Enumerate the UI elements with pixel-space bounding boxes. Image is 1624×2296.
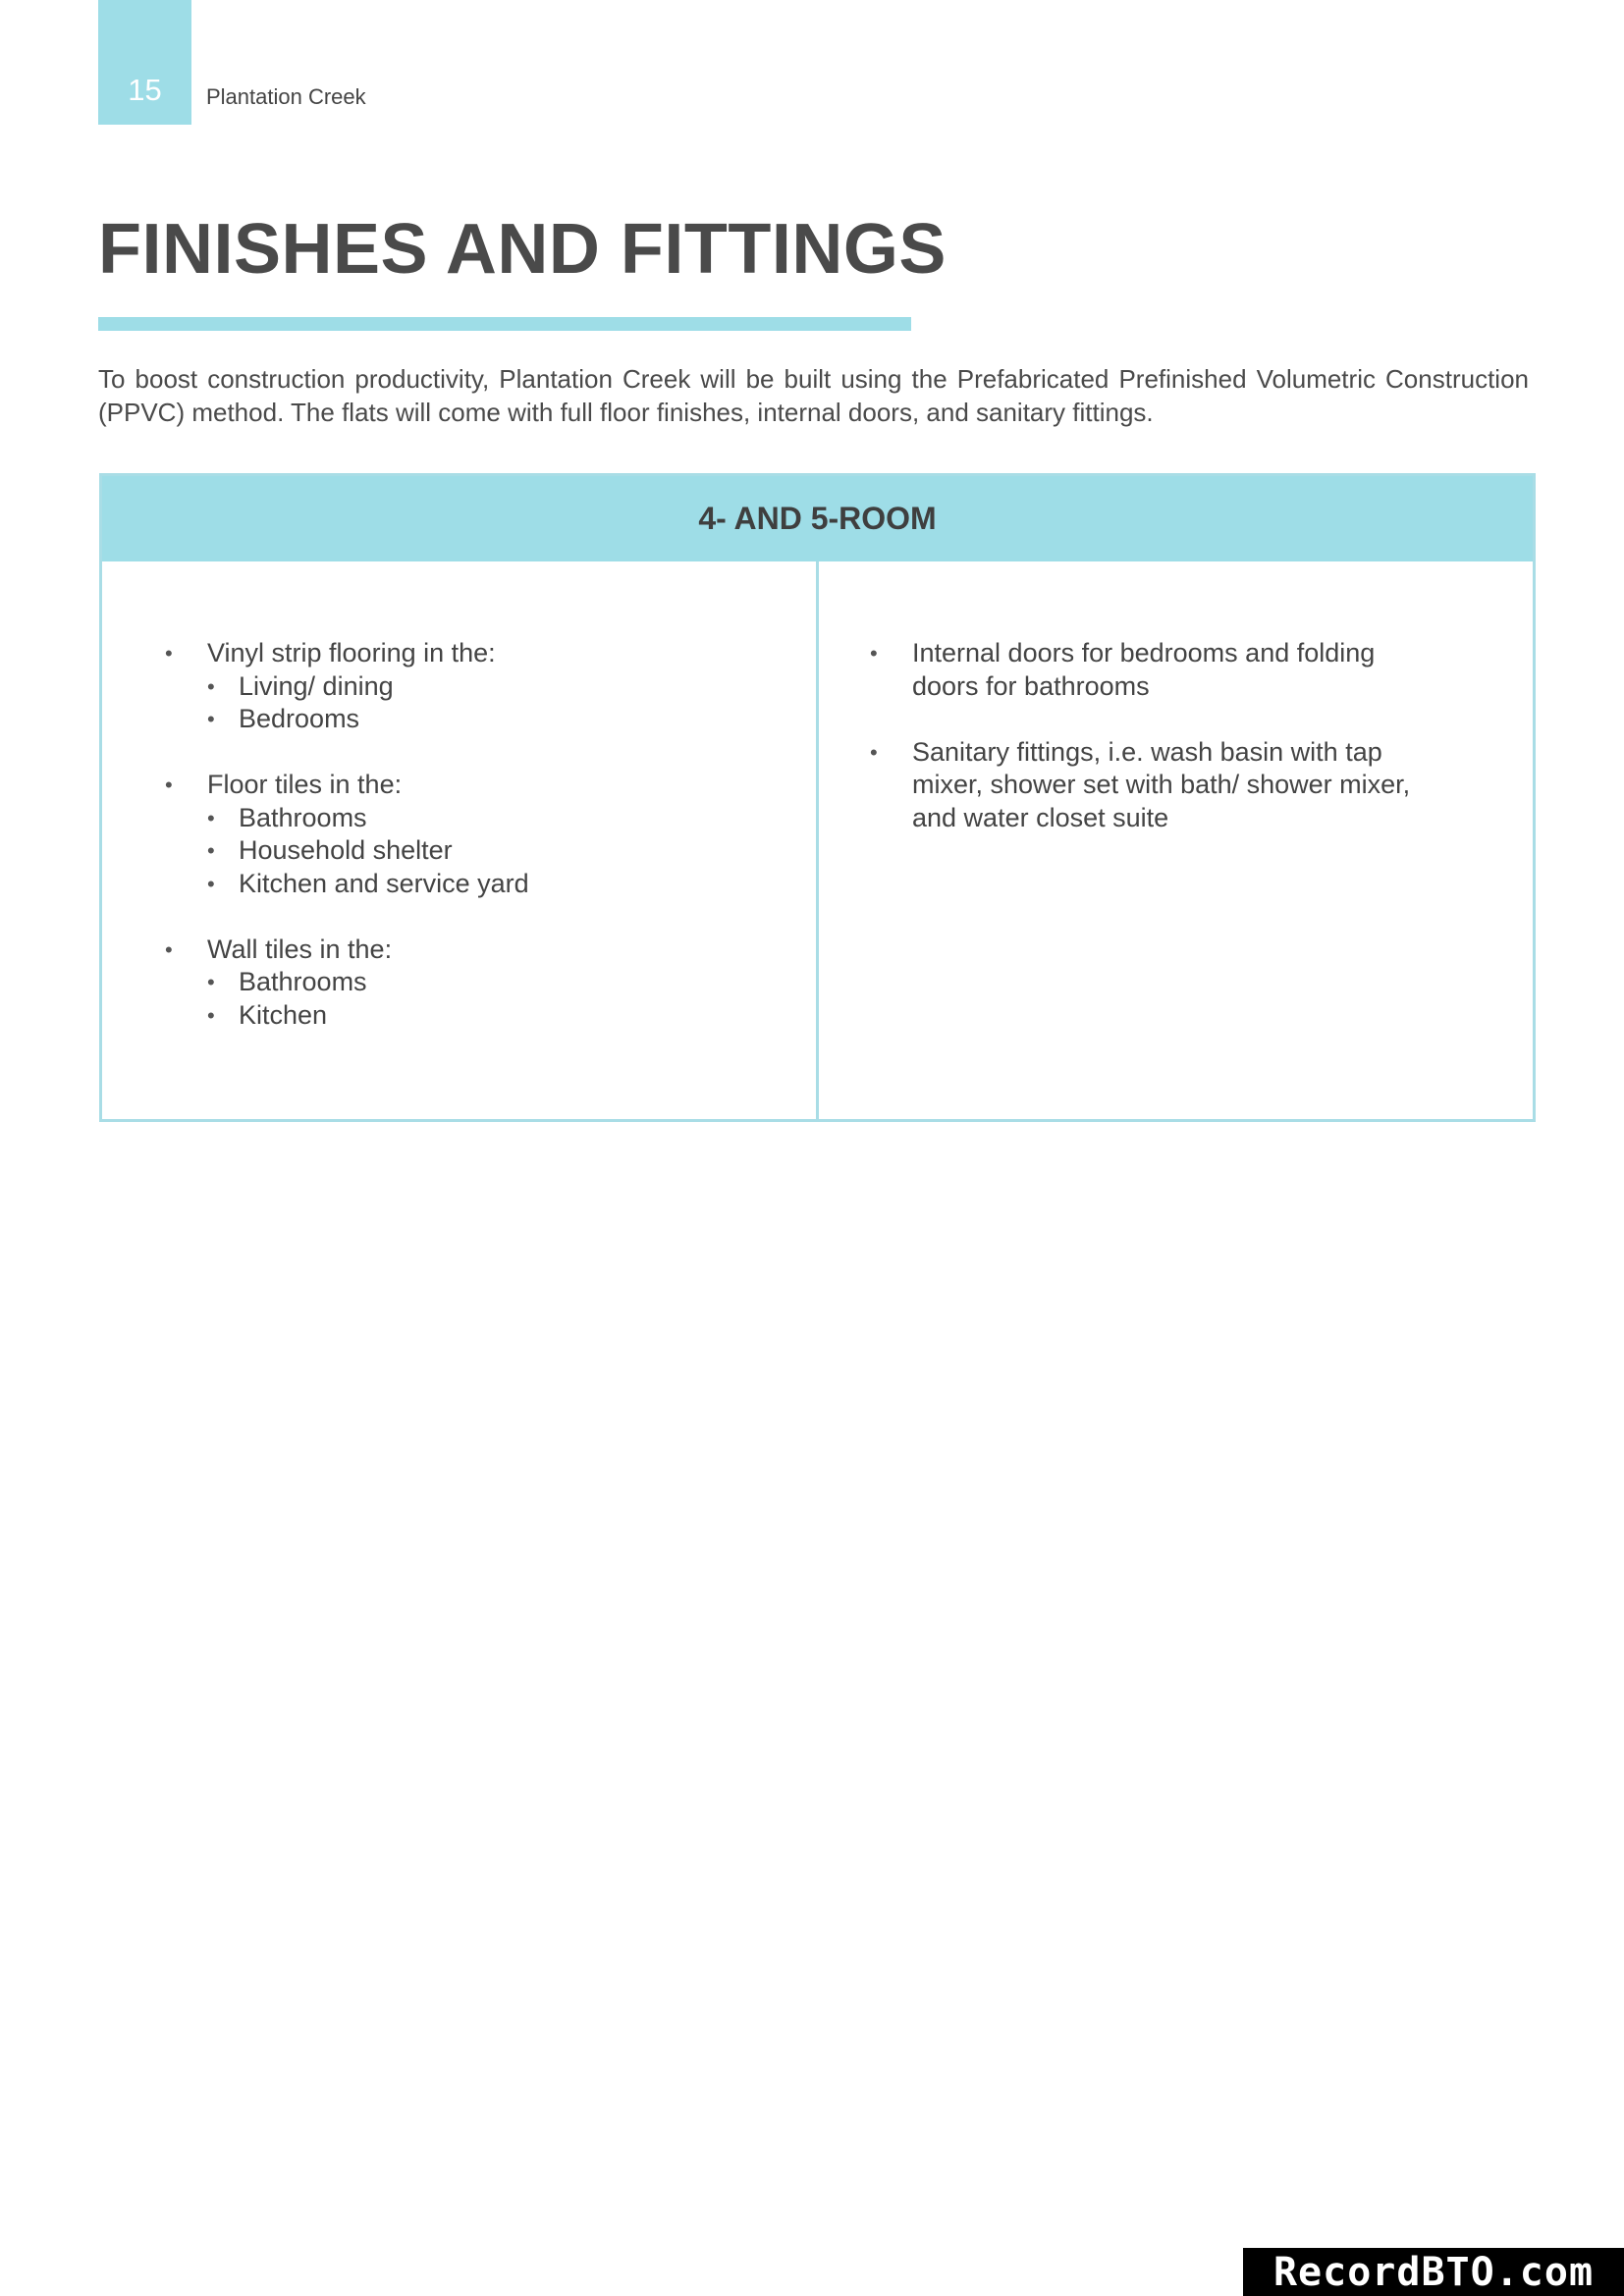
bullet-icon: • [207, 970, 215, 994]
sub-list-item [207, 834, 793, 868]
sub-list-item [207, 999, 793, 1033]
table-body [102, 561, 1533, 1119]
bullet-icon: • [207, 1002, 215, 1028]
list-item [165, 934, 793, 1033]
sub-list-item-label: Bedrooms [239, 704, 360, 733]
sub-list-item-label: Household shelter [239, 835, 453, 865]
bullet-icon: • [870, 739, 878, 765]
sub-list [207, 670, 793, 736]
fittings-list [870, 637, 1420, 868]
sub-list-item-label: Bathrooms [239, 802, 367, 832]
bullet-icon: • [207, 707, 215, 731]
list-item-label: Vinyl strip flooring in the: [207, 638, 496, 667]
list-item-label: Floor tiles in the: [207, 770, 403, 799]
sub-list-item-label: Kitchen [239, 999, 328, 1030]
bullet-icon: • [165, 641, 173, 666]
intro-paragraph: To boost construction productivity, Plantation Creek will be built using the Prefabricated Prefinished Volumetric Construction (PPVC) method. The flats will come with full floor finishes, internal doors, and sanitary fittings. [98, 364, 1529, 427]
list-item [165, 769, 793, 900]
list-item [870, 736, 1420, 835]
sub-list-item-label: Living/ dining [239, 670, 394, 701]
sub-list-item-label: Bathrooms [239, 967, 367, 996]
bullet-icon: • [207, 871, 215, 896]
table-header: 4- AND 5-ROOM [102, 476, 1533, 561]
finishes-list [165, 637, 793, 1065]
sub-list [207, 802, 793, 901]
table-column-left [102, 561, 819, 1119]
sub-list-item [207, 966, 793, 999]
bullet-icon: • [207, 805, 215, 830]
specification-table [99, 473, 1536, 1122]
bullet-icon: • [870, 641, 878, 666]
list-item-label: Sanitary fittings, i.e. wash basin with tap mixer, shower set with bath/ shower mixer, and water closet suite [912, 736, 1411, 832]
sub-list-item [207, 868, 793, 901]
sub-list [207, 966, 793, 1032]
sub-list-item [207, 670, 793, 704]
bullet-icon: • [165, 936, 173, 962]
list-item-label: Internal doors for bedrooms and folding doors for bathrooms [912, 638, 1376, 701]
list-item [165, 637, 793, 736]
page-number-tab [98, 0, 191, 125]
sub-list-item [207, 703, 793, 736]
list-item-label: Wall tiles in the: [207, 934, 393, 964]
title-underline [98, 317, 911, 331]
running-header: Plantation Creek [206, 84, 366, 109]
bullet-icon: • [165, 773, 173, 797]
sub-list-item-label: Kitchen and service yard [239, 868, 529, 898]
table-column-right [819, 561, 1533, 1119]
page-title: FINISHES AND FITTINGS [98, 210, 947, 289]
bullet-icon: • [207, 838, 215, 863]
sub-list-item [207, 802, 793, 835]
bullet-icon: • [207, 673, 215, 699]
page-number: 15 [128, 73, 162, 107]
list-item [870, 637, 1420, 703]
watermark: RecordBTO.com [1243, 2248, 1624, 2296]
